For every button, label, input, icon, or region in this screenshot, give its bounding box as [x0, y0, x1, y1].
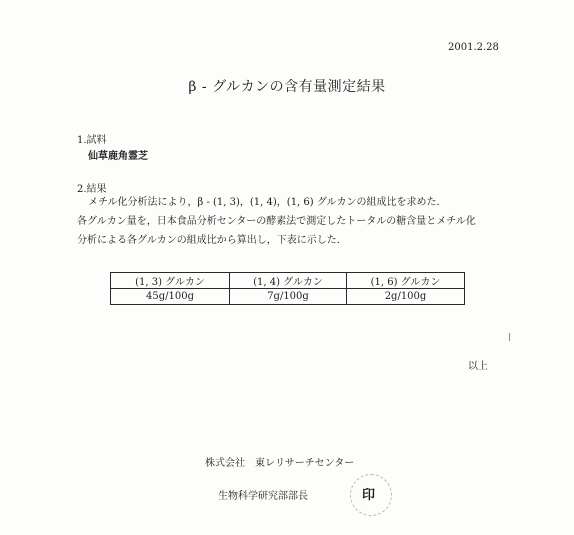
table-header-cell: (1, 4) グルカン — [230, 273, 347, 289]
scan-mark — [509, 333, 510, 341]
table-row — [111, 289, 465, 305]
seal-stamp-text: 印 — [362, 488, 376, 503]
document-date: 2001.2.28 — [448, 42, 499, 53]
document-title: β - グルカンの含有量測定結果 — [188, 79, 386, 95]
sample-name: 仙草鹿角霊芝 — [88, 151, 148, 162]
table-header-row — [111, 273, 465, 289]
table-cell: 2g/100g — [347, 289, 465, 305]
company-name: 株式会社 東レリサーチセンター — [205, 458, 355, 469]
table-header-cell: (1, 6) グルカン — [347, 273, 465, 289]
department-title: 生物科学研究部部長 — [218, 491, 308, 502]
table-cell: 7g/100g — [230, 289, 347, 305]
closing-text: 以上 — [468, 361, 488, 372]
section-heading-results: 2.結果 — [77, 184, 107, 195]
results-table — [110, 272, 465, 305]
results-line: メチル化分析法により，β - (1, 3)，(1, 4)，(1, 6) グルカンの組成比を求めた． — [88, 197, 447, 208]
results-line: 各グルカン量を，日本食品分析センターの酵素法で測定したトータルの糖含量とメチル化 — [77, 216, 476, 227]
results-line: 分析による各グルカンの組成比から算出し，下表に示した． — [77, 235, 347, 246]
table-header-cell: (1, 3) グルカン — [111, 273, 230, 289]
results-paragraph — [77, 193, 476, 250]
section-heading-sample: 1.試料 — [77, 135, 107, 146]
table-cell: 45g/100g — [111, 289, 230, 305]
